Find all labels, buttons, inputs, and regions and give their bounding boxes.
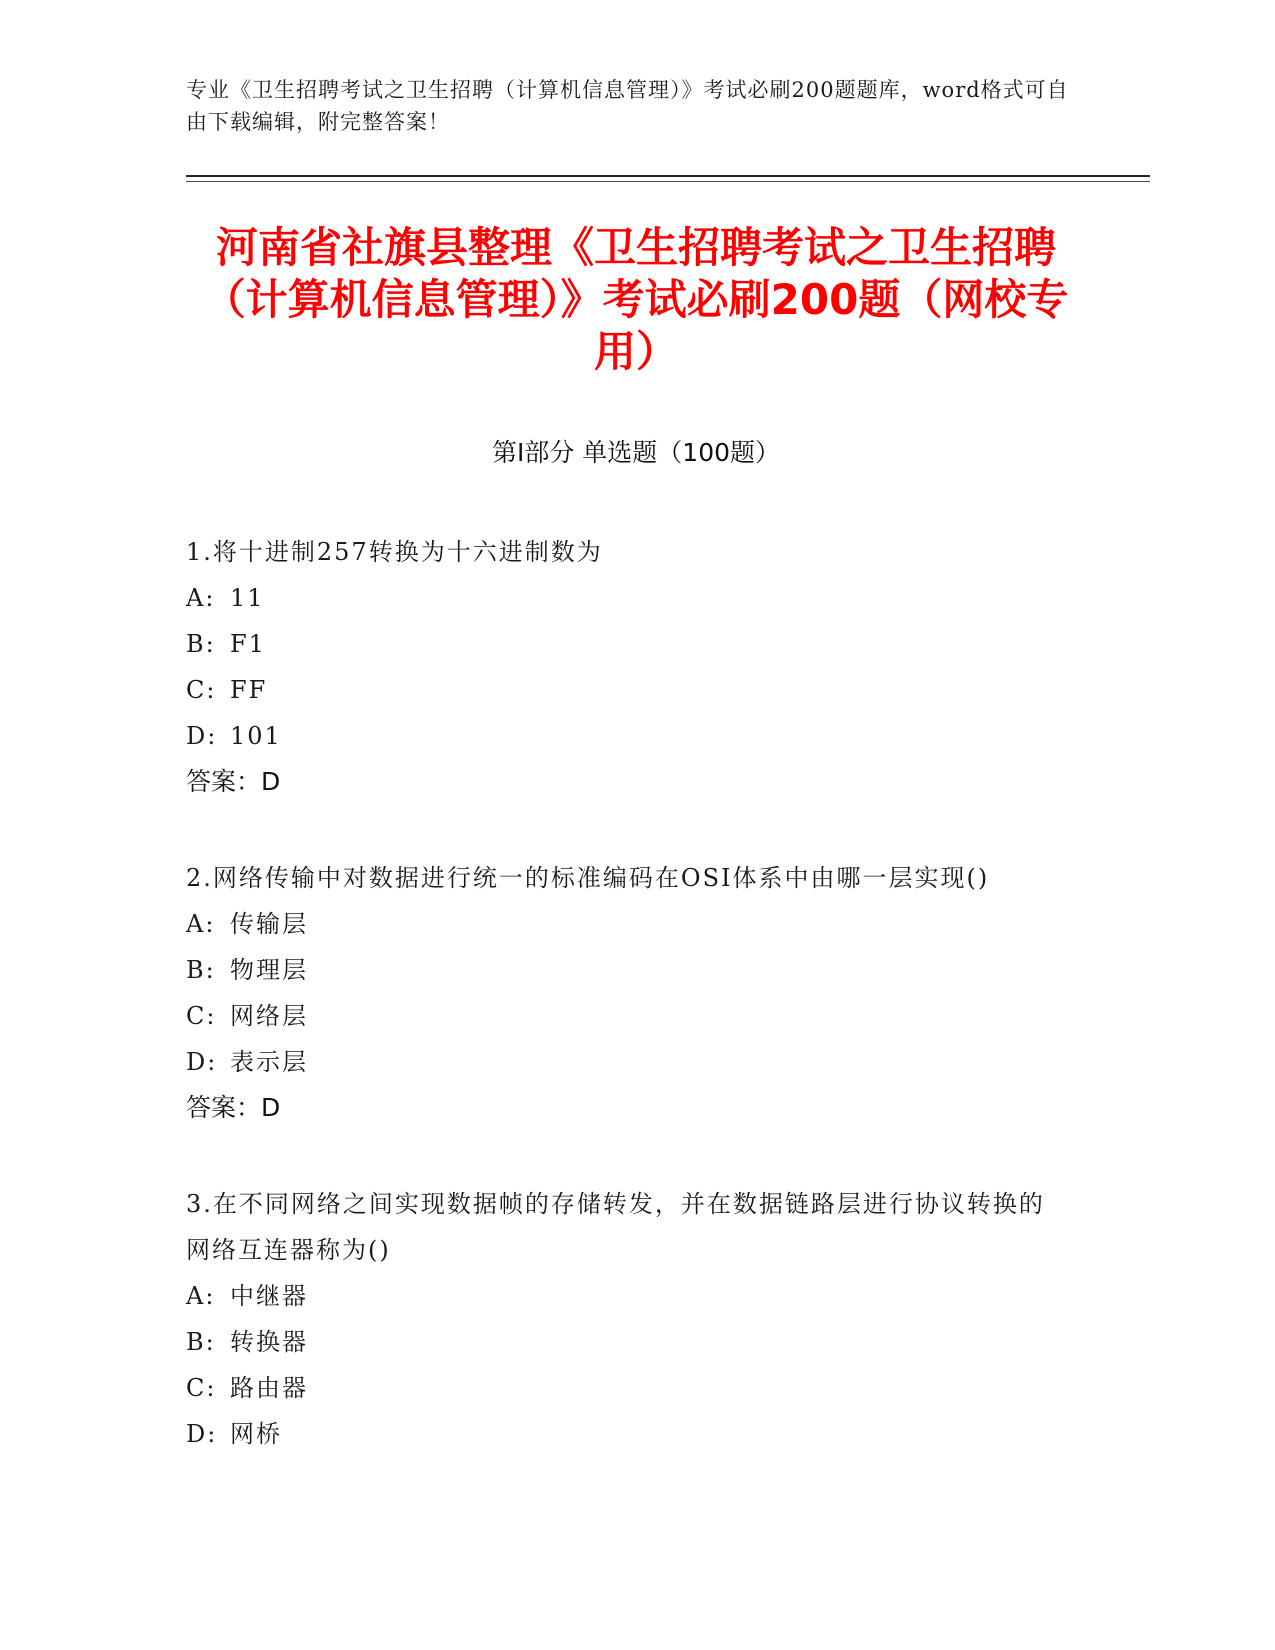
question-1: [186, 529, 1066, 805]
question-stem: 3.在不同网络之间实现数据帧的存储转发，并在数据链路层进行协议转换的网络互连器称为(): [186, 1190, 1045, 1264]
option-letter: C:: [186, 1374, 217, 1402]
option-a: [186, 575, 1066, 621]
question-3: [186, 1181, 1066, 1457]
option-d: [186, 713, 1066, 759]
option-c: [186, 1365, 1066, 1411]
question-stem: 2.网络传输中对数据进行统一的标准编码在OSI体系中由哪一层实现(): [186, 864, 990, 892]
option-text: 101: [230, 722, 282, 750]
header-divider-thin: [186, 181, 1150, 182]
question-stem: 1.将十进制257转换为十六进制数为: [186, 538, 603, 566]
option-b: [186, 1319, 1066, 1365]
option-letter: D:: [186, 1048, 218, 1076]
option-b: [186, 947, 1066, 993]
option-letter: C:: [186, 676, 217, 704]
answer-line: 答案：D: [186, 1093, 281, 1122]
option-letter: C:: [186, 1002, 217, 1030]
option-text: 传输层: [230, 910, 308, 938]
option-c: [186, 993, 1066, 1039]
option-d: [186, 1411, 1066, 1457]
section-title: 第I部分 单选题（100题）: [491, 438, 781, 467]
option-text: 表示层: [230, 1048, 308, 1076]
option-letter: B:: [186, 1328, 216, 1356]
question-2: [186, 855, 1066, 1131]
option-text: 路由器: [230, 1374, 308, 1402]
option-d: [186, 1039, 1066, 1085]
answer-line: 答案：D: [186, 767, 281, 796]
option-text: 11: [230, 584, 265, 612]
option-letter: A:: [186, 584, 216, 612]
option-text: FF: [230, 676, 268, 704]
question-list: [186, 529, 1066, 1507]
option-b: [186, 621, 1066, 667]
option-letter: B:: [186, 630, 216, 658]
option-c: [186, 667, 1066, 713]
option-a: [186, 901, 1066, 947]
option-letter: A:: [186, 910, 216, 938]
page-header-text: 专业《卫生招聘考试之卫生招聘（计算机信息管理）》考试必刷200题题库，word格式可自由下载编辑，附完整答案！: [186, 78, 1069, 134]
option-text: F1: [230, 630, 266, 658]
option-text: 网桥: [230, 1420, 282, 1448]
header-divider-thick: [186, 175, 1150, 177]
option-a: [186, 1273, 1066, 1319]
option-letter: D:: [186, 1420, 218, 1448]
option-letter: A:: [186, 1282, 216, 1310]
option-text: 转换器: [230, 1328, 308, 1356]
option-letter: D:: [186, 722, 218, 750]
option-letter: B:: [186, 956, 216, 984]
option-text: 中继器: [230, 1282, 308, 1310]
option-text: 物理层: [230, 956, 308, 984]
option-text: 网络层: [230, 1002, 308, 1030]
document-title: 河南省社旗县整理《卫生招聘考试之卫生招聘（计算机信息管理）》考试必刷200题（网校专用）: [203, 223, 1069, 376]
